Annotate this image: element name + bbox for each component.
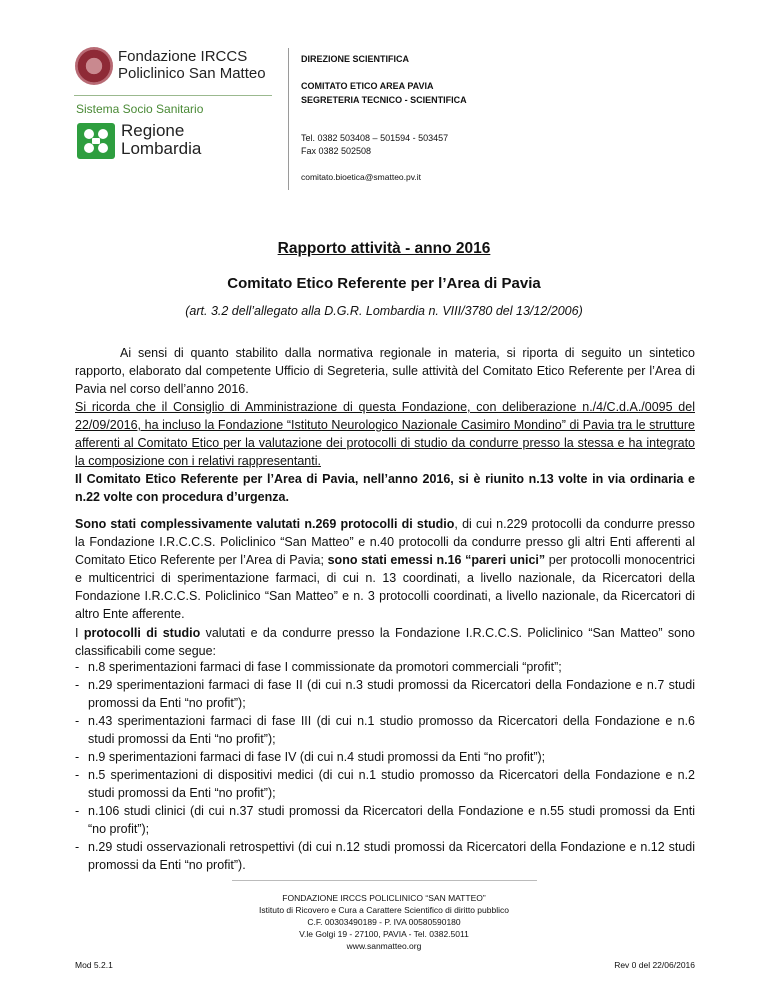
document-subtitle: Comitato Etico Referente per l’Area di Pavia [227, 275, 541, 292]
intro-paragraph [75, 344, 695, 470]
classification-text: valutati e da condurre presso la Fondazione I.R.C.C.S. Policlinico “San Matteo” sono classificabili come segue: [75, 626, 695, 658]
intro-text: Ai sensi di quanto stabilito dalla normativa regionale in materia, si riporta di seguito un sintetico rapporto, elaborato dal competente Ufficio di Segreteria, sulle attività del Comitato Etico Referente per l’Area di Pavia nel corso dell’anno 2016. [75, 346, 695, 396]
footer-line2: Istituto di Ricovero e Cura a Carattere Scientifico di diritto pubblico [259, 905, 509, 915]
footer-line1: FONDAZIONE IRCCS POLICLINICO “SAN MATTEO” [282, 893, 486, 903]
footer-divider [232, 880, 537, 881]
classification-prefix: I [75, 626, 84, 640]
fondazione-seal-icon [75, 47, 113, 85]
footer-address [0, 892, 768, 952]
classification-intro [75, 624, 695, 660]
fondazione-name-line1: Fondazione IRCCS [118, 48, 248, 65]
footer-line4: V.le Golgi 19 - 27100, PAVIA - Tel. 0382.5011 [299, 929, 469, 939]
direzione-label: DIREZIONE SCIENTIFICA [301, 54, 410, 64]
footer-website: www.sanmatteo.org [346, 941, 422, 951]
logo-divider [74, 95, 272, 96]
comitato-label: COMITATO ETICO AREA PAVIA [301, 81, 434, 91]
fondazione-logo-text [118, 48, 266, 82]
pareri-detail: per protocolli monocentrici e multicentrici di sperimentazione farmaci, di cui n. 13 coordinati, a livello nazionale, da Ricercatori della Fondazione I.R.C.C.S. Policlinico “San Matteo” e n. 3 protocolli coordinati, a livello nazionale, da Ricercatori di altro Ente afferente. [75, 553, 695, 621]
footer-line3: C.F. 00303490189 - P. IVA 00580590180 [307, 917, 461, 927]
legal-reference: (art. 3.2 dell’allegato alla D.G.R. Lombardia n. VIII/3780 del 13/12/2006) [185, 304, 583, 318]
classification-bold: protocolli di studio [83, 626, 201, 640]
list-item: - n.5 sperimentazioni di dispositivi medici (di cui n.1 studio promosso da Ricercatori della Fondazione e n.2 studi promossi da Enti “no profit”); [75, 766, 695, 802]
meetings-paragraph: Il Comitato Etico Referente per l’Area di Pavia, nell’anno 2016, si è riunito n.13 volte in via ordinaria e n.22 volte con procedura d’urgenza. [75, 472, 695, 504]
sistema-socio-sanitario: Sistema Socio Sanitario [76, 102, 204, 116]
list-item: - n.29 sperimentazioni farmaci di fase II (di cui n.3 studi promossi da Ricercatori della Fondazione e n.7 studi promossi da Enti “no profit”); [75, 676, 695, 712]
fax: Fax 0382 502508 [301, 146, 372, 156]
email-address: comitato.bioetica@smatteo.pv.it [301, 172, 421, 182]
list-item: - n.43 sperimentazioni farmaci di fase III (di cui n.1 studio promosso da Ricercatori della Fondazione e n.6 studi promossi da Enti “no profit”); [75, 712, 695, 748]
board-resolution-text: Si ricorda che il Consiglio di Amministrazione di questa Fondazione, con deliberazione n./4/C.d.A./0095 del 22/09/2016, ha incluso la Fondazione “Istituto Neurologico Nazionale Casimiro Mondino” di Pavia tra le strutture afferenti al Comitato Etico per la valutazione dei protocolli di studio da condurre presso la stessa e ha integrato la composizione con i relativi rappresentanti. [75, 400, 695, 468]
module-code: Mod 5.2.1 [75, 960, 113, 970]
telephone: Tel. 0382 503408 – 501594 - 503457 [301, 133, 449, 143]
list-item: - n.29 studi osservazionali retrospettivi (di cui n.12 studi promossi da Ricercatori della Fondazione e n.12 studi promossi da Enti “no profit”). [75, 838, 695, 874]
document-title: Rapporto attività - anno 2016 [277, 240, 491, 257]
protocols-paragraph [75, 515, 695, 623]
revision-label: Rev 0 del 22/06/2016 [614, 960, 695, 970]
header-vertical-divider [288, 48, 289, 190]
study-classification-list [75, 658, 695, 874]
regione-line2: Lombardia [121, 139, 202, 158]
regione-line1: Regione [121, 121, 185, 140]
segreteria-label: SEGRETERIA TECNICO - SCIENTIFICA [301, 95, 467, 105]
fondazione-name-line2: Policlinico San Matteo [118, 65, 266, 82]
regione-lombardia-text [121, 122, 201, 158]
protocols-detail: , di cui n.229 protocolli da condurre presso la Fondazione I.R.C.C.S. Policlinico “San Matteo” e n.40 protocolli da condurre presso gli altri Enti afferenti al Comitato Etico Referente per l’Area di Pavia; [75, 517, 695, 567]
list-item: - n.9 sperimentazioni farmaci di fase IV (di cui n.4 studi promossi da Enti “no profit”); [75, 748, 695, 766]
list-item: - n.106 studi clinici (di cui n.37 studi promossi da Ricercatori della Fondazione e n.55 studi promossi da Enti “no profit”); [75, 802, 695, 838]
regione-lombardia-logo-icon [77, 123, 115, 159]
pareri-unici: sono stati emessi n.16 “pareri unici” [327, 553, 546, 567]
protocols-total: Sono stati complessivamente valutati n.269 protocolli di studio [75, 517, 455, 531]
list-item: - n.8 sperimentazioni farmaci di fase I commissionate da promotori commerciali “profit”; [75, 658, 695, 676]
